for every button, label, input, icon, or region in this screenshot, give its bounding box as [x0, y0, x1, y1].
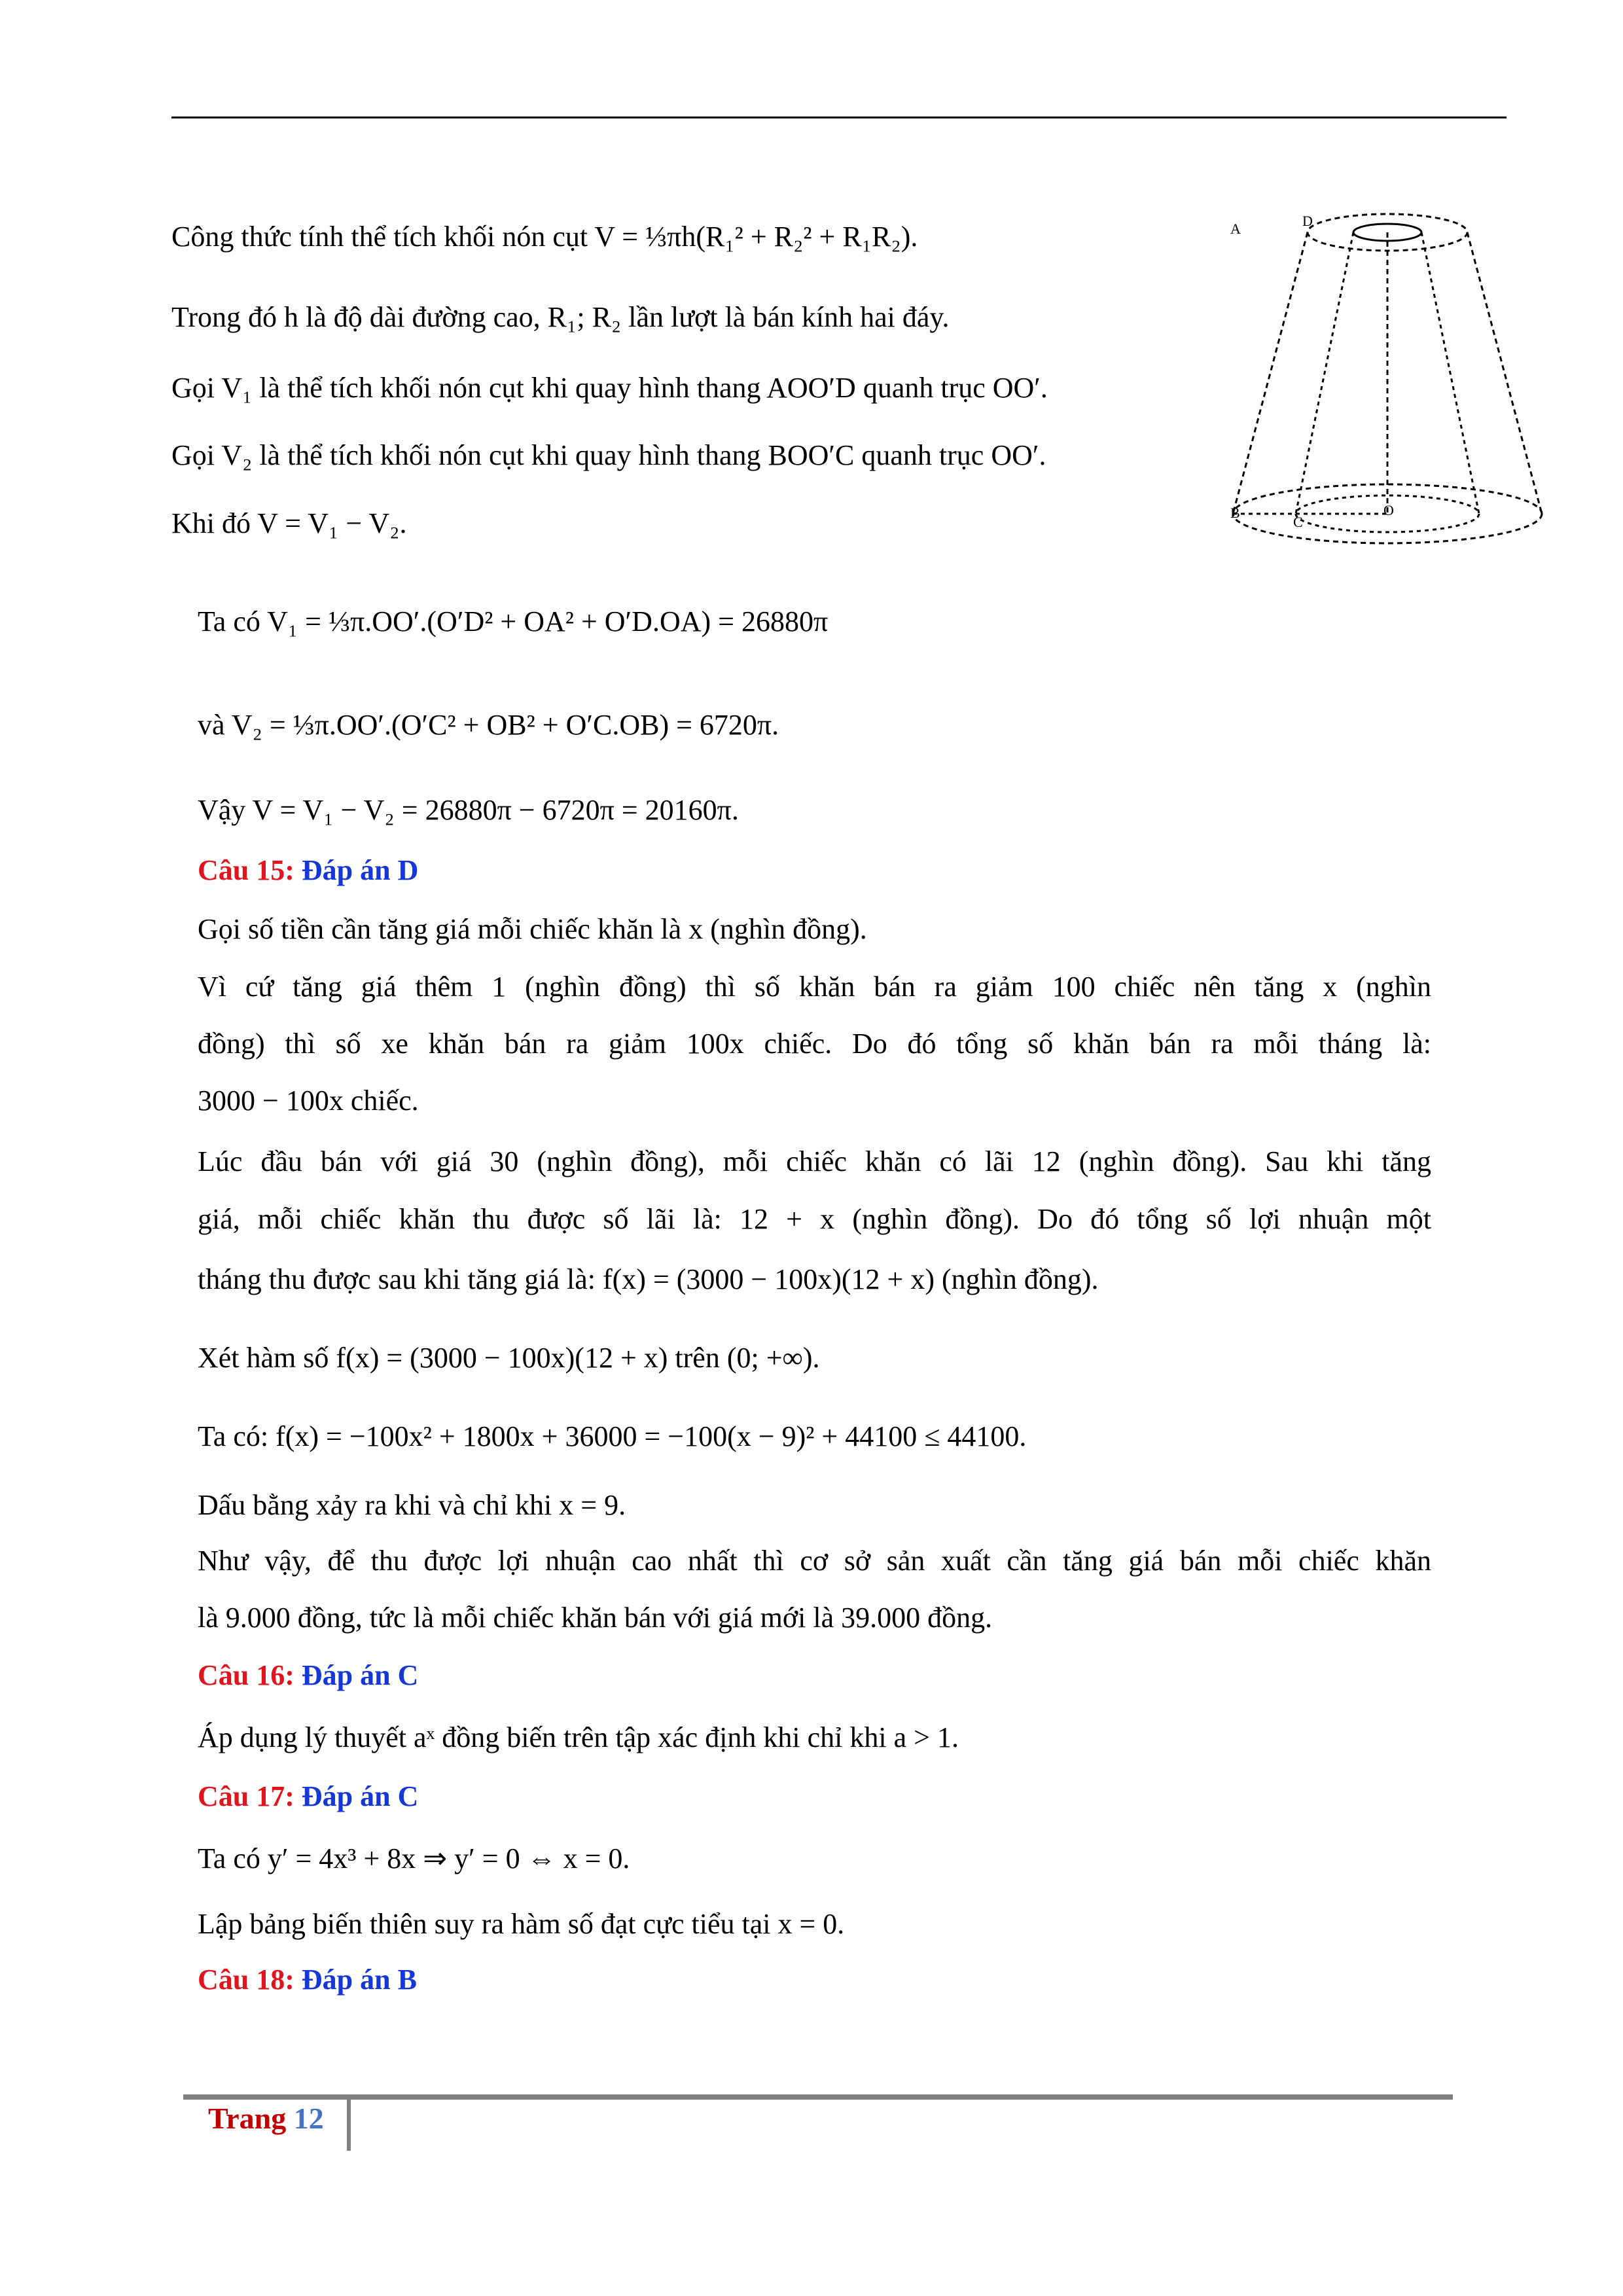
label-C: C — [1293, 514, 1303, 530]
text-line: Dấu bằng xảy ra khi và chỉ khi x = 9. — [198, 1489, 626, 1521]
text-line: Gọi V₂ là thể tích khối nón cụt khi quay hình thang BOO′C quanh trục OO′. — [171, 439, 1046, 471]
text-line: là 9.000 đồng, tức là mỗi chiếc khăn bán với giá mới là 39.000 đồng. — [198, 1602, 993, 1634]
text-line: đồng) thì số xe khăn bán ra giảm 100x chiếc. Do đó tổng số khăn bán ra mỗi tháng là: — [198, 1028, 1431, 1060]
answer-label: Đáp án C — [301, 1659, 419, 1691]
text-line: 3000 − 100x chiếc. — [198, 1085, 419, 1117]
text-line: Áp dụng lý thuyết aˣ đồng biến trên tập xác định khi chỉ khi a > 1. — [198, 1721, 959, 1753]
question-number: Câu 15: — [198, 854, 294, 886]
header-rule — [171, 117, 1507, 118]
answer-label: Đáp án C — [301, 1780, 419, 1812]
label-A: A — [1230, 221, 1241, 237]
formula-line: Vậy V = V₁ − V₂ = 26880π − 6720π = 20160π. — [198, 794, 739, 826]
question-number: Câu 17: — [198, 1780, 294, 1812]
text-line: Lúc đầu bán với giá 30 (nghìn đồng), mỗi chiếc khăn có lãi 12 (nghìn đồng). Sau khi tăng — [198, 1145, 1431, 1177]
text-line: Gọi V₁ là thể tích khối nón cụt khi quay hình thang AOO′D quanh trục OO′. — [171, 372, 1048, 404]
label-B: B — [1230, 505, 1240, 521]
text-line: Lập bảng biến thiên suy ra hàm số đạt cực tiểu tại x = 0. — [198, 1908, 845, 1940]
page-number — [208, 2101, 324, 2136]
text-line: Xét hàm số f(x) = (3000 − 100x)(12 + x) trên (0; +∞). — [198, 1342, 820, 1374]
text-line: giá, mỗi chiếc khăn thu được số lãi là: 12 + x (nghìn đồng). Do đó tổng số lợi nhuận một — [198, 1203, 1431, 1235]
label-O: O — [1383, 502, 1394, 518]
formula-line: và V₂ = ⅓π.OO′.(O′C² + OB² + O′C.OB) = 6720π. — [198, 709, 779, 741]
page-value: 12 — [293, 2102, 324, 2135]
text-line: Khi đó V = V₁ − V₂. — [171, 507, 407, 539]
formula-line: Ta có V₁ = ⅓π.OO′.(O′D² + OA² + O′D.OA) = 26880π — [198, 605, 829, 637]
question-heading — [198, 851, 418, 890]
frustum-figure — [1230, 206, 1544, 547]
question-number: Câu 18: — [198, 1964, 294, 1996]
text-line: Trong đó h là độ dài đường cao, R₁; R₂ lần lượt là bán kính hai đáy. — [171, 301, 950, 333]
formula-line: Công thức tính thể tích khối nón cụt V = ⅓πh(R₁² + R₂² + R₁R₂). — [171, 221, 918, 253]
label-D: D — [1302, 213, 1313, 229]
answer-label: Đáp án B — [301, 1964, 417, 1996]
page-label: Trang — [208, 2102, 287, 2135]
text-line: Như vậy, để thu được lợi nhuận cao nhất thì cơ sở sản xuất cần tăng giá bán mỗi chiếc khăn — [198, 1545, 1431, 1577]
text-line: Vì cứ tăng giá thêm 1 (nghìn đồng) thì số khăn bán ra giảm 100 chiếc nên tăng x (nghìn — [198, 971, 1431, 1003]
footer-divider — [347, 2094, 351, 2151]
question-number: Câu 16: — [198, 1659, 294, 1691]
formula-line: Ta có y′ = 4x³ + 8x ⇒ y′ = 0 ⇔ x = 0. — [198, 1842, 630, 1874]
text-line: tháng thu được sau khi tăng giá là: f(x) = (3000 − 100x)(12 + x) (nghìn đồng). — [198, 1263, 1099, 1295]
text-line: Gọi số tiền cần tăng giá mỗi chiếc khăn là x (nghìn đồng). — [198, 913, 867, 945]
question-heading — [198, 1777, 418, 1816]
answer-label: Đáp án D — [301, 854, 419, 886]
question-heading — [198, 1960, 417, 2000]
question-heading — [198, 1656, 418, 1695]
formula-line: Ta có: f(x) = −100x² + 1800x + 36000 = −100(x − 9)² + 44100 ≤ 44100. — [198, 1420, 1027, 1452]
footer-rule — [183, 2094, 1453, 2100]
